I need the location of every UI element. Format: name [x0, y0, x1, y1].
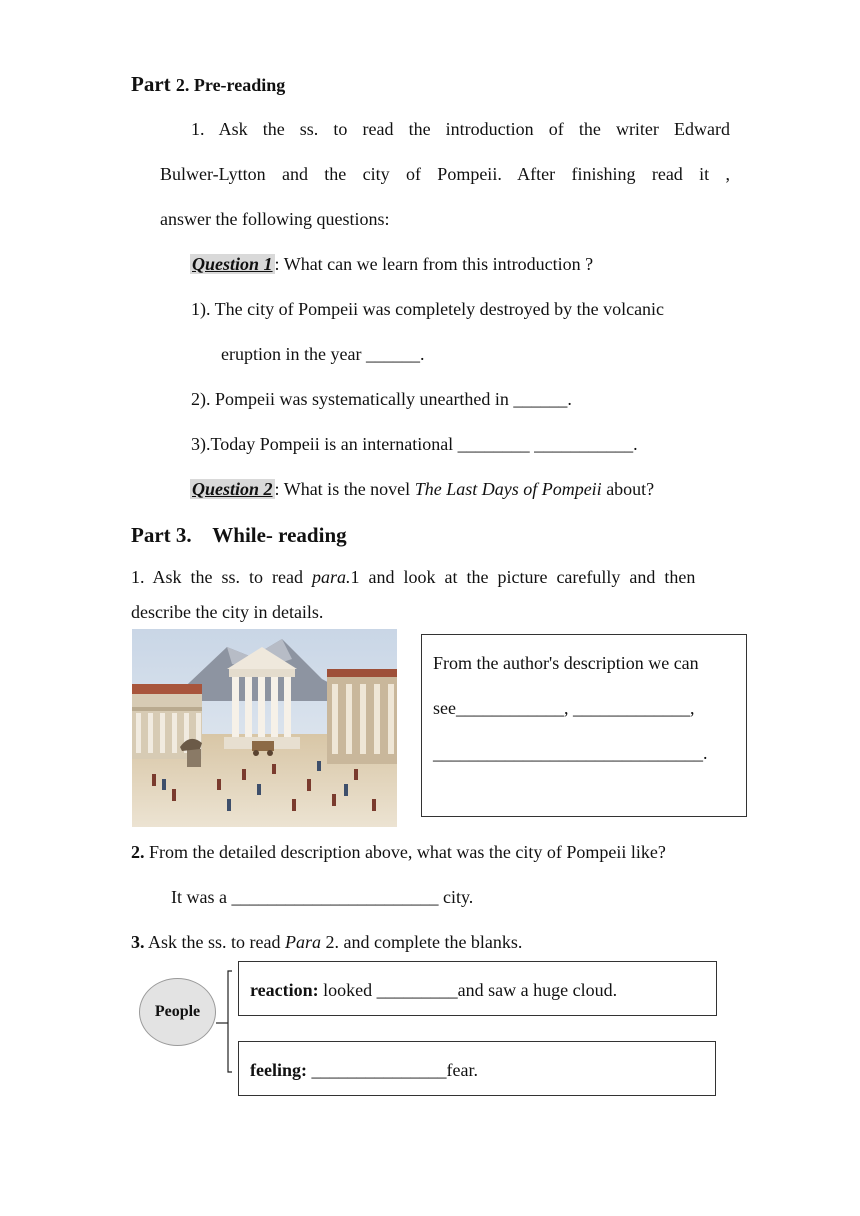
task3-instruction: [131, 932, 522, 953]
task3-text-before: Ask the ss. to read: [144, 932, 285, 952]
feeling-box: [238, 1041, 716, 1096]
pompeii-forum-illustration: [132, 629, 397, 827]
question-2-text-after: about?: [601, 479, 655, 499]
task1-text-after: 1 and look at the picture carefully and then: [350, 567, 696, 587]
task3-text-after: 2. and complete the blanks.: [320, 932, 523, 952]
reaction-line: [250, 980, 617, 1001]
q1-item-1-line-1: 1). The city of Pompeii was completely destroyed by the volcanic: [191, 299, 665, 319]
description-line-2: see____________, _____________,: [433, 698, 695, 718]
feeling-line: [250, 1060, 478, 1081]
task1-line-1: [131, 567, 730, 588]
reaction-text: looked _________and saw a huge cloud.: [318, 980, 618, 1000]
question-1: [190, 254, 593, 275]
task2-text: From the detailed description above, what was the city of Pompeii like?: [144, 842, 666, 862]
part3-heading: Part 3. While- reading: [131, 523, 347, 547]
task2-number: 2.: [131, 842, 145, 862]
question-2-label: Question 2: [192, 479, 273, 499]
question-1-label: Question 1: [192, 254, 273, 274]
q1-item-2: 2). Pompeii was systematically unearthed in ______.: [191, 389, 572, 409]
intro-line-3: answer the following questions:: [160, 209, 390, 229]
description-line-3: ______________________________.: [433, 743, 708, 763]
q1-item-1-line-2: eruption in the year ______.: [221, 344, 425, 364]
part2-heading-word: Part: [131, 72, 171, 96]
reaction-label: reaction:: [250, 980, 319, 1000]
part2-heading: [131, 72, 285, 97]
task1-text-before: 1. Ask the ss. to read: [131, 567, 312, 587]
intro-line-2: Bulwer-Lytton and the city of Pompeii. After finishing read it ,: [160, 164, 730, 184]
q1-item-3: 3).Today Pompeii is an international ________ ___________.: [191, 434, 638, 454]
task1-para-word: para.: [311, 567, 351, 587]
description-line-1: From the author's description we can: [433, 653, 699, 673]
feeling-label: feeling:: [250, 1060, 307, 1080]
intro-line-1: 1. Ask the ss. to read the introduction of the writer Edward: [191, 119, 730, 139]
feeling-text: _______________fear.: [306, 1060, 478, 1080]
question-2: [190, 479, 654, 500]
part2-heading-title: 2. Pre-reading: [175, 75, 286, 95]
diagram-bracket: [214, 968, 234, 1080]
novel-title: The Last Days of Pompeii: [414, 479, 602, 499]
description-box: [421, 634, 747, 817]
task3-para-word: Para: [284, 932, 321, 952]
task1-line-2: describe the city in details.: [131, 602, 324, 622]
reaction-box: [238, 961, 717, 1016]
question-1-text: : What can we learn from this introduction ?: [274, 254, 594, 274]
people-node: [139, 978, 216, 1046]
people-label: People: [154, 1003, 201, 1020]
task3-number: 3.: [131, 932, 145, 952]
task2-question: [131, 842, 666, 863]
task2-answer-line: It was a _______________________ city.: [171, 887, 474, 907]
question-2-text-before: : What is the novel: [274, 479, 415, 499]
